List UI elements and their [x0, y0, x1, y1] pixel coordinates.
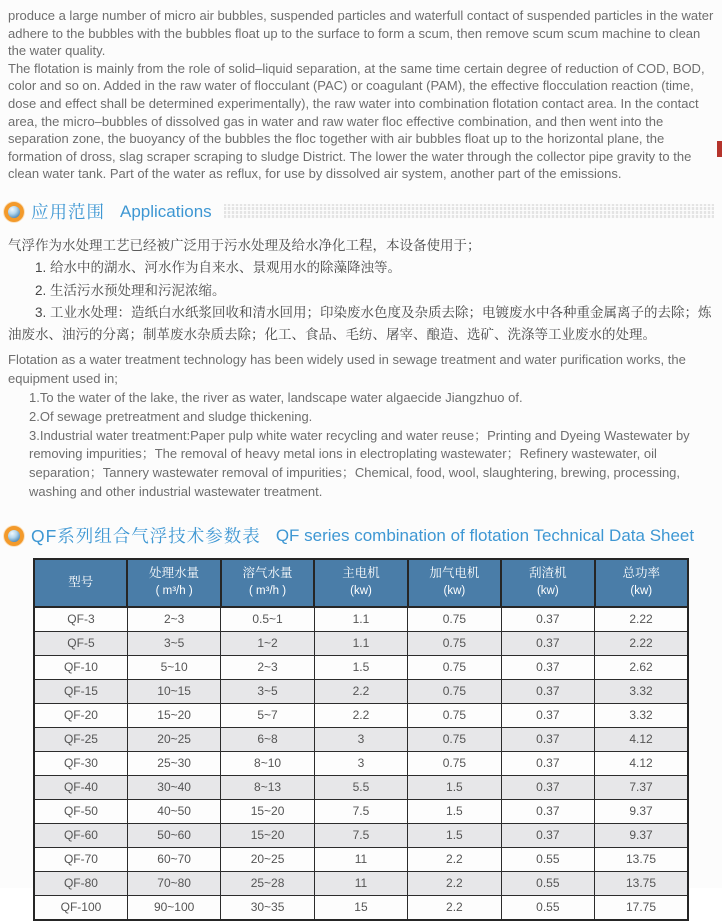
value-cell: 9.37 — [595, 823, 688, 847]
applications-title-en: Applications — [120, 201, 212, 221]
value-cell: 0.37 — [501, 727, 594, 751]
value-cell: 0.75 — [408, 679, 501, 703]
value-cell: 17.75 — [595, 895, 688, 920]
model-cell: QF-20 — [34, 703, 127, 727]
col-header-label: 总功率 — [622, 565, 661, 580]
model-cell: QF-50 — [34, 799, 127, 823]
col-header-unit: ( m³/h ) — [155, 584, 193, 597]
col-header-unit: (kw) — [350, 584, 372, 597]
value-cell: 30~35 — [221, 895, 314, 920]
value-cell: 25~30 — [127, 751, 220, 775]
col-header-aeration-motor — [408, 559, 501, 607]
table-header-row — [34, 559, 688, 607]
value-cell: 15 — [314, 895, 407, 920]
value-cell: 1.5 — [314, 655, 407, 679]
value-cell: 5~7 — [221, 703, 314, 727]
value-cell: 11 — [314, 871, 407, 895]
model-cell: QF-100 — [34, 895, 127, 920]
value-cell: 0.75 — [408, 751, 501, 775]
col-header-label: 处理水量 — [149, 565, 200, 580]
value-cell: 9.37 — [595, 799, 688, 823]
value-cell: 50~60 — [127, 823, 220, 847]
value-cell: 8~10 — [221, 751, 314, 775]
value-cell: 2.2 — [314, 679, 407, 703]
col-header-treated-flow — [127, 559, 220, 607]
table-row — [34, 703, 688, 727]
value-cell: 3.32 — [595, 679, 688, 703]
applications-item-en: 2.Of sewage pretreatment and sludge thickening. — [29, 408, 313, 424]
table-row — [34, 631, 688, 655]
datasheet-title-zh: QF系列组合气浮技术参数表 — [31, 526, 261, 547]
col-header-unit: ( m³/h ) — [249, 584, 287, 597]
value-cell: 70~80 — [127, 871, 220, 895]
value-cell: 90~100 — [127, 895, 220, 920]
value-cell: 0.55 — [501, 847, 594, 871]
col-header-label: 型号 — [68, 574, 94, 589]
applications-title-zh: 应用范围 — [31, 202, 105, 223]
value-cell: 0.37 — [501, 775, 594, 799]
value-cell: 1.5 — [408, 823, 501, 847]
value-cell: 2.2 — [408, 871, 501, 895]
datasheet-section-header — [0, 524, 722, 548]
value-cell: 0.75 — [408, 727, 501, 751]
col-header-dissolved-air-flow — [221, 559, 314, 607]
col-header-unit: (kw) — [443, 584, 466, 597]
col-header-scraper — [501, 559, 594, 607]
table-row — [34, 679, 688, 703]
value-cell: 1~2 — [221, 631, 314, 655]
value-cell: 7.37 — [595, 775, 688, 799]
table-row — [34, 823, 688, 847]
value-cell: 15~20 — [221, 799, 314, 823]
value-cell: 3 — [314, 751, 407, 775]
table-row — [34, 655, 688, 679]
value-cell: 8~13 — [221, 775, 314, 799]
value-cell: 0.55 — [501, 871, 594, 895]
value-cell: 2.22 — [595, 631, 688, 655]
col-header-label: 主电机 — [342, 565, 380, 580]
value-cell: 0.75 — [408, 631, 501, 655]
value-cell: 0.37 — [501, 703, 594, 727]
value-cell: 0.75 — [408, 655, 501, 679]
table-body — [34, 607, 688, 920]
value-cell: 0.37 — [501, 655, 594, 679]
value-cell: 15~20 — [221, 823, 314, 847]
model-cell: QF-60 — [34, 823, 127, 847]
value-cell: 2~3 — [221, 655, 314, 679]
table-row — [34, 847, 688, 871]
applications-intro-zh: 气浮作为水处理工艺已经被广泛用于污水处理及给水净化工程，本设备使用于； — [8, 237, 481, 253]
col-header-total-power — [595, 559, 688, 607]
model-cell: QF-5 — [34, 631, 127, 655]
value-cell: 4.12 — [595, 727, 688, 751]
value-cell: 3~5 — [127, 631, 220, 655]
value-cell: 5~10 — [127, 655, 220, 679]
applications-en-block — [0, 346, 722, 501]
table-row — [34, 799, 688, 823]
intro-paragraph-2: The flotation is mainly from the role of solid–liquid separation, at the same time certain degree of reduction of COD, BOD, color and so on. Added in the raw water of flocculant (PAC) or coagulant (PAM), the effective flocculation reaction (time, dose and effect shall be determined experimentally), the raw water into combination flotation contact area. In the contact area, the micro–bubbles of dissolved gas in water and raw water floc effective combination, and then went into the separation zone, the buoyancy of the bubbles the floc together with air bubbles float up to the horizontal plane, the formation of dross, slag scraper scraping to sludge District. The lower the water through the collector pipe gravity to the clean water tank. Part of the water as reflux, for use by dissolved air system, another part of the emissions. — [8, 60, 705, 182]
value-cell: 3.32 — [595, 703, 688, 727]
value-cell: 1.5 — [408, 799, 501, 823]
value-cell: 20~25 — [127, 727, 220, 751]
scan-artifact — [717, 141, 722, 157]
applications-item-zh: 3. 工业水处理：造纸白水纸浆回收和清水回用；印染废水色度及杂质去除；电镀废水中各种重金属离子的去除；炼油废水、油污的分离；制革废水杂质去除；化工、食品、毛纺、屠宰、酿造、选矿、洗涤等工业废水的处理。 — [8, 304, 712, 343]
value-cell: 2.2 — [408, 847, 501, 871]
col-header-main-motor — [314, 559, 407, 607]
value-cell: 5.5 — [314, 775, 407, 799]
model-cell: QF-3 — [34, 607, 127, 632]
value-cell: 1.1 — [314, 607, 407, 632]
value-cell: 0.55 — [501, 895, 594, 920]
applications-intro-en: Flotation as a water treatment technology has been widely used in sewage treatment and water purification works, the equipment used in; — [8, 352, 686, 387]
value-cell: 60~70 — [127, 847, 220, 871]
value-cell: 11 — [314, 847, 407, 871]
value-cell: 15~20 — [127, 703, 220, 727]
value-cell: 2.22 — [595, 607, 688, 632]
value-cell: 6~8 — [221, 727, 314, 751]
value-cell: 20~25 — [221, 847, 314, 871]
decorative-stripe-band — [224, 204, 714, 219]
model-cell: QF-80 — [34, 871, 127, 895]
value-cell: 40~50 — [127, 799, 220, 823]
model-cell: QF-10 — [34, 655, 127, 679]
model-cell: QF-30 — [34, 751, 127, 775]
value-cell: 0.37 — [501, 823, 594, 847]
value-cell: 2.2 — [408, 895, 501, 920]
intro-section — [0, 0, 722, 183]
value-cell: 13.75 — [595, 871, 688, 895]
table-row — [34, 775, 688, 799]
value-cell: 10~15 — [127, 679, 220, 703]
value-cell: 0.37 — [501, 631, 594, 655]
value-cell: 0.37 — [501, 751, 594, 775]
value-cell: 4.12 — [595, 751, 688, 775]
technical-data-table — [33, 558, 689, 921]
col-header-unit: (kw) — [536, 584, 559, 597]
model-cell: QF-40 — [34, 775, 127, 799]
model-cell: QF-70 — [34, 847, 127, 871]
col-header-label: 刮渣机 — [529, 565, 567, 580]
value-cell: 0.37 — [501, 679, 594, 703]
applications-section-header — [0, 200, 722, 224]
value-cell: 0.5~1 — [221, 607, 314, 632]
value-cell: 2~3 — [127, 607, 220, 632]
applications-item-zh: 2. 生活污水预处理和污泥浓缩。 — [35, 282, 226, 298]
model-cell: QF-15 — [34, 679, 127, 703]
value-cell: 25~28 — [221, 871, 314, 895]
datasheet-title-en: QF series combination of flotation Technical Data Sheet — [275, 525, 695, 545]
sphere-bullet-icon — [4, 202, 24, 222]
value-cell: 2.62 — [595, 655, 688, 679]
value-cell: 7.5 — [314, 799, 407, 823]
sphere-bullet-icon — [4, 526, 24, 546]
col-header-label: 加气电机 — [429, 565, 480, 580]
value-cell: 3 — [314, 727, 407, 751]
col-header-label: 溶气水量 — [242, 565, 293, 580]
model-cell: QF-25 — [34, 727, 127, 751]
table-row — [34, 727, 688, 751]
value-cell: 0.75 — [408, 703, 501, 727]
col-header-unit: (kw) — [630, 584, 653, 597]
value-cell: 0.75 — [408, 607, 501, 632]
value-cell: 1.5 — [408, 775, 501, 799]
applications-zh-block — [0, 224, 722, 346]
table-row — [34, 871, 688, 895]
applications-item-en: 3.Industrial water treatment:Paper pulp white water recycling and water reuse；Printing and Dyeing Wastewater by removing impurities；The removal of heavy metal ions in electroplating wastewater；Refinery wastewater, oil separation；Tannery wastewater removal of impurities；Chemical, food, wool, slaughtering, brewing, processing, washing and other industrial wastewater treatment. — [29, 427, 690, 499]
value-cell: 2.2 — [314, 703, 407, 727]
value-cell: 30~40 — [127, 775, 220, 799]
value-cell: 0.37 — [501, 799, 594, 823]
applications-item-en: 1.To the water of the lake, the river as water, landscape water algaecide Jiangzhuo of. — [29, 390, 523, 406]
table-row — [34, 895, 688, 920]
value-cell: 7.5 — [314, 823, 407, 847]
table-row — [34, 751, 688, 775]
intro-paragraph-1: produce a large number of micro air bubbles, suspended particles and waterfull contact of suspended particles in the water adhere to the bubbles with the bubbles float up to the surface to form a scum, then remove scum scum machine to clean the water quality. — [8, 8, 714, 59]
table-row — [34, 607, 688, 632]
value-cell: 13.75 — [595, 847, 688, 871]
col-header-model — [34, 559, 127, 607]
value-cell: 0.37 — [501, 607, 594, 632]
value-cell: 1.1 — [314, 631, 407, 655]
value-cell: 3~5 — [221, 679, 314, 703]
applications-item-zh: 1. 给水中的湖水、河水作为自来水、景观用水的除藻降浊等。 — [35, 260, 402, 276]
